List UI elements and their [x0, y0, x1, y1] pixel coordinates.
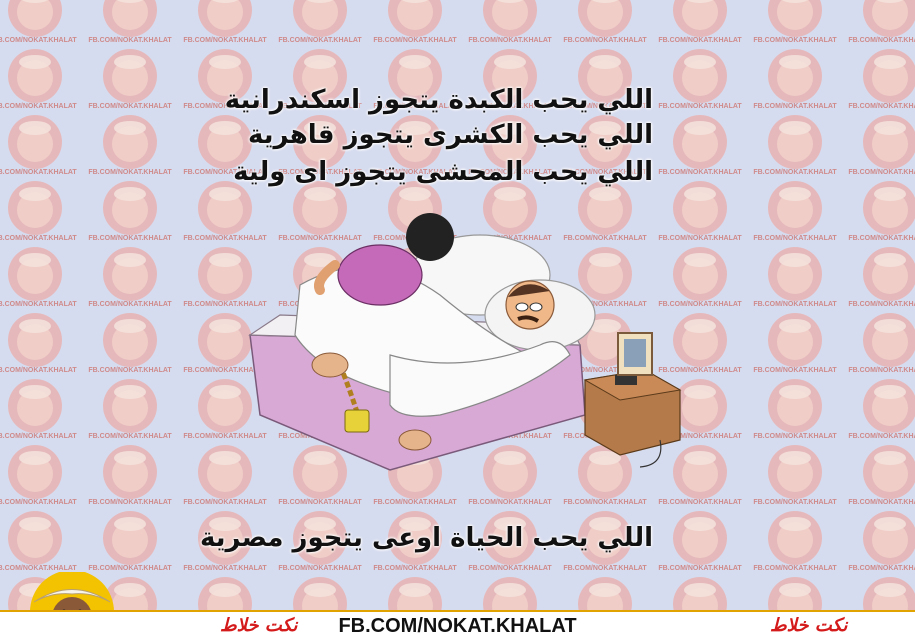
caption-bottom: اللي يحب الحياة اوعى يتجوز مصرية	[200, 523, 653, 553]
caption-line-3: اللي يحب المحشى يتجوز اى ولية	[233, 157, 653, 187]
caption-line-1: اللي يحب الكبدة يتجوز اسكندرانية	[224, 85, 653, 115]
footer-url: FB.COM/NOKAT.KHALAT	[338, 615, 577, 637]
bed-cartoon-illustration	[240, 205, 690, 475]
caption-line-2: اللي يحب الكشرى يتجوز قاهرية	[248, 120, 653, 150]
footer-bar	[0, 610, 915, 644]
footer-logo-left: نكت خلاط	[220, 615, 298, 636]
footer-logo-right: نكت خلاط	[770, 615, 848, 636]
